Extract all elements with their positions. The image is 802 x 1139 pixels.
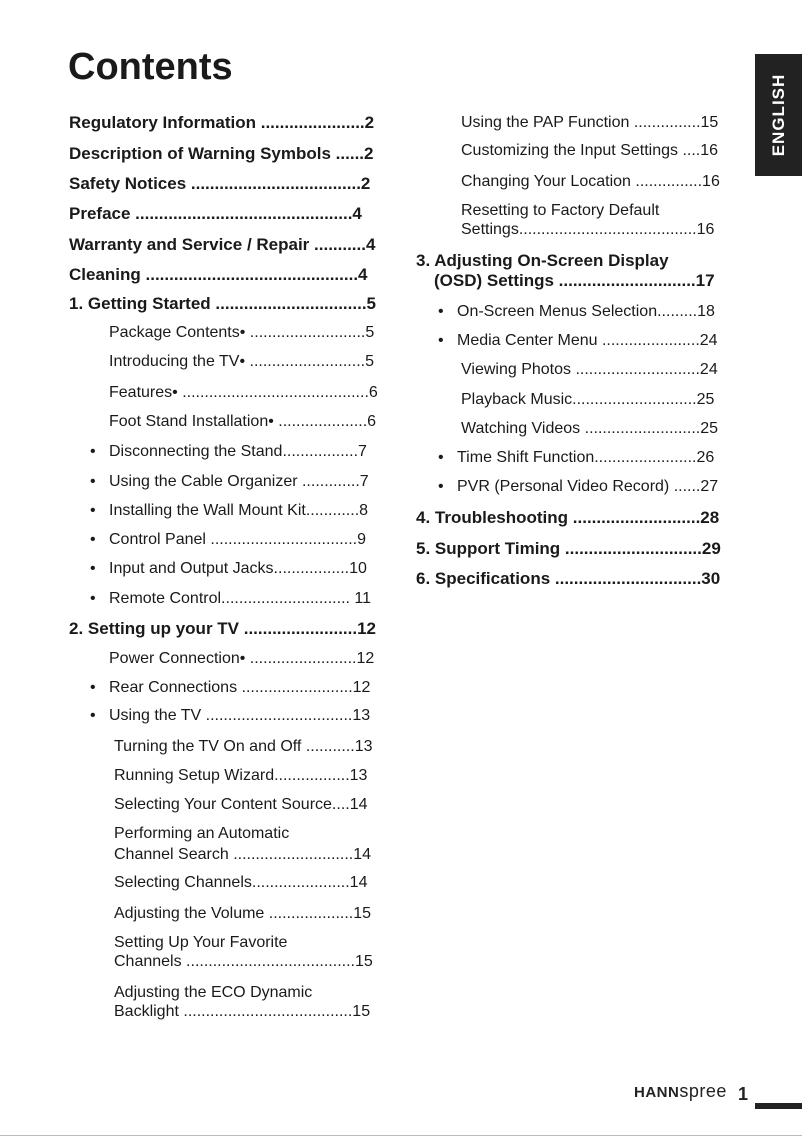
toc-entry-factory-default-line1[interactable]: Resetting to Factory Default <box>461 202 660 219</box>
toc-entry-pvr[interactable]: • PVR (Personal Video Record) ......27 <box>457 477 718 497</box>
toc-entry-preface[interactable]: Preface ..............................................4 <box>69 204 362 223</box>
bottom-divider <box>0 1135 802 1136</box>
toc-entry-eco-backlight-line2[interactable]: Backlight ......................................15 <box>114 1003 371 1020</box>
toc-entry-cleaning[interactable]: Cleaning .............................................4 <box>69 265 368 284</box>
toc-entry-power-connection[interactable]: Power Connection• ........................12 <box>109 650 375 667</box>
language-tab <box>755 54 802 176</box>
toc-entry-rear-connections[interactable]: • Rear Connections .........................12 <box>109 678 370 698</box>
brand-logo-light: spree <box>679 1081 727 1101</box>
toc-entry-regulatory-information[interactable]: Regulatory Information ......................2 <box>69 113 375 132</box>
toc-entry-time-shift[interactable]: • Time Shift Function.......................26 <box>457 448 714 468</box>
toc-entry-input-settings[interactable]: Customizing the Input Settings ....16 <box>461 142 719 159</box>
toc-entry-content-source[interactable]: Selecting Your Content Source....14 <box>114 796 368 813</box>
toc-entry-control-panel[interactable]: • Control Panel .................................9 <box>109 530 366 550</box>
toc-entry-warning-symbols[interactable]: Description of Warning Symbols ......2 <box>69 144 374 163</box>
page-title: Contents <box>68 46 233 88</box>
toc-entry-adjusting-volume[interactable]: Adjusting the Volume ...................15 <box>114 905 372 922</box>
page-number-bar <box>755 1103 802 1109</box>
toc-entry-turning-on-off[interactable]: Turning the TV On and Off ...........13 <box>114 738 373 755</box>
toc-entry-features[interactable]: Features• ..........................................6 <box>109 384 378 401</box>
brand-logo-bold: HANN <box>634 1084 680 1101</box>
toc-entry-favorite-channels-line2[interactable]: Channels ......................................15 <box>114 953 373 970</box>
toc-entry-watching-videos[interactable]: Watching Videos ..........................25 <box>461 420 718 437</box>
toc-entry-cable-organizer[interactable]: • Using the Cable Organizer .............7 <box>109 472 369 492</box>
toc-entry-specifications[interactable]: 6. Specifications ...............................30 <box>416 569 721 588</box>
toc-entry-auto-channel-search-line1[interactable]: Performing an Automatic <box>114 825 290 842</box>
toc-entry-introducing-tv[interactable]: Introducing the TV• ..........................5 <box>109 353 374 370</box>
toc-entry-troubleshooting[interactable]: 4. Troubleshooting ...........................28 <box>416 508 720 527</box>
toc-entry-playback-music[interactable]: Playback Music............................25 <box>461 391 715 408</box>
toc-entry-safety-notices[interactable]: Safety Notices ....................................2 <box>69 174 371 193</box>
toc-entry-input-output-jacks[interactable]: • Input and Output Jacks.................10 <box>109 559 367 579</box>
toc-entry-warranty-service[interactable]: Warranty and Service / Repair ...........4 <box>69 235 376 254</box>
toc-entry-factory-default-line2[interactable]: Settings........................................16 <box>461 221 715 238</box>
toc-entry-auto-channel-search-line2[interactable]: Channel Search ...........................14 <box>114 846 372 863</box>
toc-entry-media-center-menu[interactable]: • Media Center Menu ......................24 <box>457 331 718 351</box>
toc-entry-viewing-photos[interactable]: Viewing Photos ............................24 <box>461 361 718 378</box>
toc-entry-remote-control[interactable]: • Remote Control............................. 11 <box>109 589 371 609</box>
toc-entry-changing-location[interactable]: Changing Your Location ...............16 <box>461 173 720 190</box>
toc-entry-eco-backlight-line1[interactable]: Adjusting the ECO Dynamic <box>114 984 313 1001</box>
toc-entry-package-contents[interactable]: Package Contents• ..........................5 <box>109 324 375 341</box>
toc-entry-using-tv[interactable]: • Using the TV .................................13 <box>109 706 370 726</box>
toc-entry-setup-wizard[interactable]: Running Setup Wizard.................13 <box>114 767 368 784</box>
toc-entry-osd-settings-line2[interactable]: (OSD) Settings .............................17 <box>434 271 715 290</box>
brand-logo <box>634 1081 727 1102</box>
toc-entry-favorite-channels-line1[interactable]: Setting Up Your Favorite <box>114 934 288 951</box>
toc-entry-selecting-channels[interactable]: Selecting Channels......................14 <box>114 874 368 891</box>
toc-entry-wall-mount[interactable]: • Installing the Wall Mount Kit............8 <box>109 501 368 521</box>
toc-entry-foot-stand[interactable]: Foot Stand Installation• ....................6 <box>109 413 377 430</box>
toc-entry-disconnecting-stand[interactable]: • Disconnecting the Stand.................7 <box>109 442 367 462</box>
toc-entry-osd-menus-selection[interactable]: • On-Screen Menus Selection.........18 <box>457 302 715 322</box>
toc-entry-setting-up-tv[interactable]: 2. Setting up your TV ........................12 <box>69 619 376 638</box>
toc-entry-getting-started[interactable]: 1. Getting Started ................................5 <box>69 294 377 313</box>
page-number: 1 <box>738 1084 749 1104</box>
toc-entry-pap-function[interactable]: Using the PAP Function ...............15 <box>461 114 719 131</box>
toc-entry-support-timing[interactable]: 5. Support Timing .............................29 <box>416 539 721 558</box>
toc-entry-osd-settings-line1[interactable]: 3. Adjusting On-Screen Display <box>416 251 669 270</box>
language-tab-label: ENGLISH <box>768 73 788 157</box>
